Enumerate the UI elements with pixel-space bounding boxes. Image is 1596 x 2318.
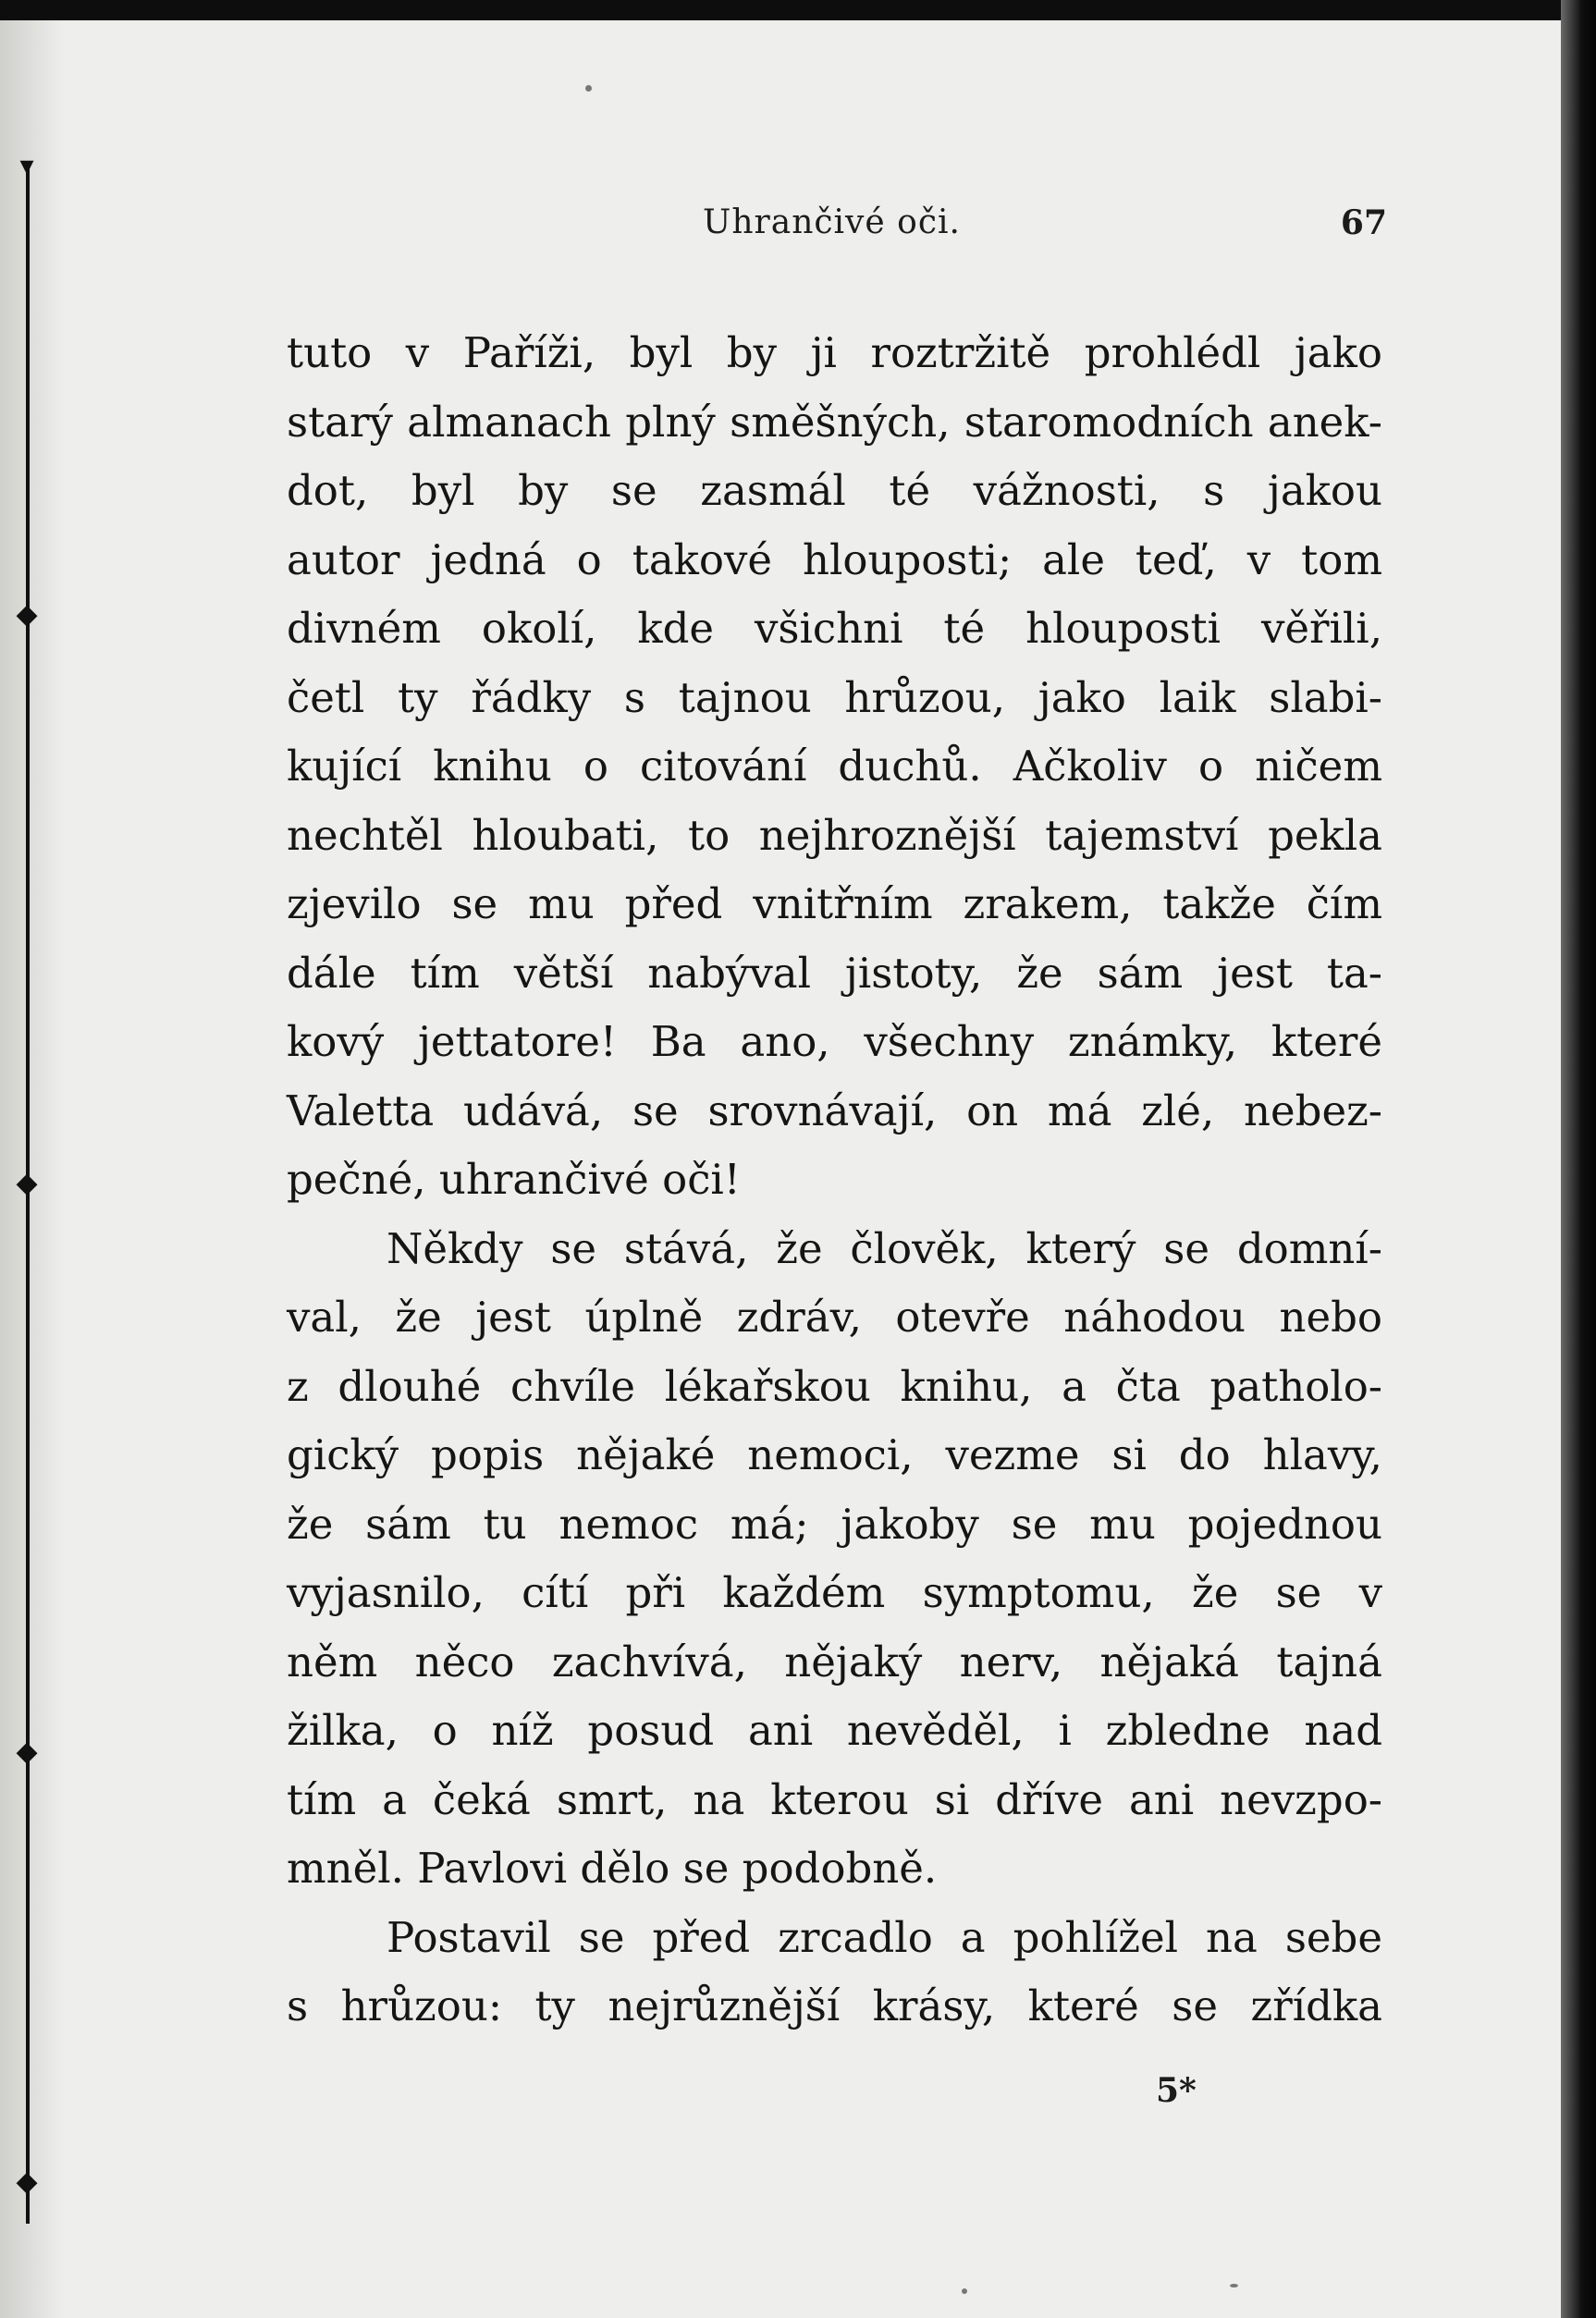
text-line: nechtěl hloubati, to nejhroznější tajemství pekla (287, 810, 1382, 860)
text-line: žilka, o níž posud ani nevěděl, i zbledne nad (287, 1706, 1382, 1755)
text-line: kující knihu o citování duchů. Ačkoliv o ničem (287, 742, 1382, 791)
text-line: Valetta udává, se srovnávají, on má zlé, nebez- (287, 1085, 1382, 1135)
body-text (287, 319, 1382, 2042)
text-line: pečné, uhrančivé oči! (287, 1155, 741, 1204)
paper-speck (1230, 2284, 1238, 2287)
scan-right-edge (1561, 0, 1596, 2318)
binding-stitch-mark: ◆ (16, 1167, 38, 1199)
running-title: Uhrančivé oči. (703, 203, 961, 241)
text-line: z dlouhé chvíle lékařskou knihu, a čta patholo- (287, 1361, 1382, 1411)
text-line: že sám tu nemoc má; jakoby se mu pojednou (287, 1499, 1382, 1549)
text-line: Někdy se stává, že člověk, který se domní- (387, 1223, 1382, 1273)
text-line: dot, byl by se zasmál té vážnosti, s jakou (287, 466, 1382, 515)
text-line: četl ty řádky s tajnou hrůzou, jako laik slabi- (287, 672, 1382, 722)
signature-mark: 5* (1156, 2071, 1197, 2110)
page-number: 67 (1340, 203, 1387, 242)
text-line: kový jettatore! Ba ano, všechny známky, které (287, 1017, 1382, 1066)
binding-stitch-mark: ◆ (16, 598, 38, 631)
text-line: autor jedná o takové hlouposti; ale teď, v tom (287, 534, 1382, 584)
text-line: dále tím větší nabýval jistoty, že sám jest ta- (287, 948, 1382, 998)
text-line: tím a čeká smrt, na kterou si dříve ani nevzpo- (287, 1774, 1382, 1824)
text-line: s hrůzou: ty nejrůznější krásy, které se zřídka (287, 1981, 1382, 2030)
text-line: val, že jest úplně zdráv, otevře náhodou nebo (287, 1293, 1382, 1342)
text-line: starý almanach plný směšných, staromodních anek- (287, 397, 1382, 447)
binding-stitch-mark: ◆ (16, 2165, 38, 2198)
text-line: divném okolí, kde všichni té hlouposti věřili, (287, 604, 1382, 653)
paragraph (287, 1215, 1382, 1904)
binding-stitch-mark: ▾ (19, 150, 34, 182)
scan-top-edge (0, 0, 1596, 20)
paragraph (287, 1904, 1382, 2042)
text-line: Postavil se před zrcadlo a pohlížel na sebe (387, 1912, 1382, 1962)
text-line: tuto v Paříži, byl by ji roztržitě prohlédl jako (287, 328, 1382, 377)
text-line: vyjasnilo, cítí při každém symptomu, že se v (287, 1568, 1382, 1617)
running-header (287, 203, 1387, 259)
paper-speck (585, 85, 592, 92)
text-line: něm něco zachvívá, nějaký nerv, nějaká tajná (287, 1637, 1382, 1686)
text-line: mněl. Pavlovi dělo se podobně. (287, 1844, 938, 1893)
text-line: gický popis nějaké nemoci, vezme si do hlavy, (287, 1430, 1382, 1479)
paper-speck (962, 2288, 967, 2294)
binding-stitch-mark: ◆ (16, 1735, 38, 1768)
text-line: zjevilo se mu před vnitřním zrakem, takže čím (287, 879, 1382, 928)
paragraph (287, 319, 1382, 1215)
